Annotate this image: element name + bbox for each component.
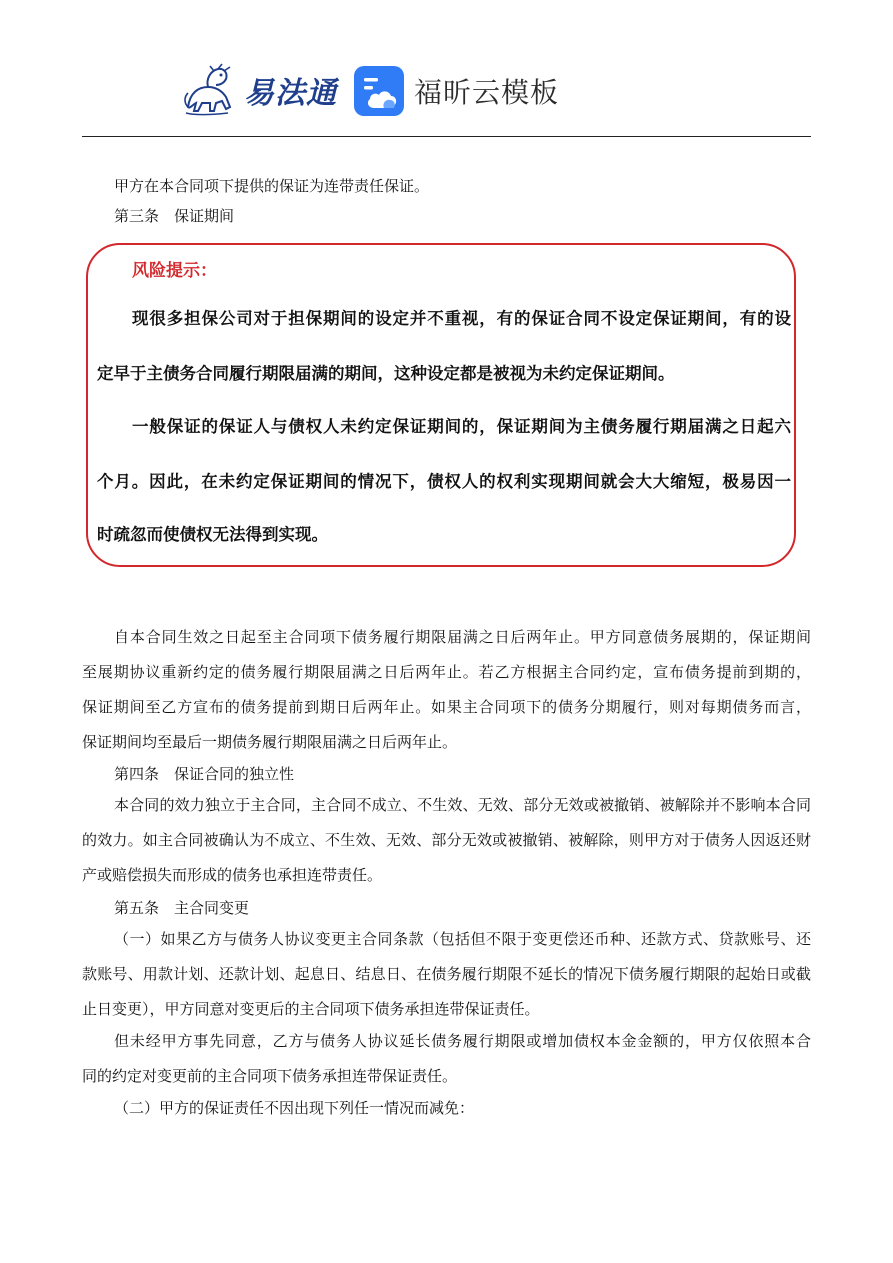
risk-notice-line: 个月。因此，在未约定保证期间的情况下，债权人的权利实现期间就会大大缩短，极易因一: [97, 472, 791, 491]
risk-notice-box: [86, 243, 796, 567]
guarantee-type-paragraph: 甲方在本合同项下提供的保证为连带责任保证。: [114, 177, 430, 195]
risk-notice-title: 风险提示：: [132, 261, 217, 281]
risk-notice-line: 时疏忽而使债权无法得到实现。: [97, 525, 328, 544]
fuxin-logo: [354, 64, 559, 118]
article-5-body-line: 款账号、用款计划、还款计划、起息日、结息日、在债务履行期限不延长的情况下债务履行期限的起始日或截: [82, 965, 811, 983]
article-3-body-line: 至展期协议重新约定的债务履行期限届满之日后两年止。若乙方根据主合同约定，宣布债务提前到期的，: [82, 663, 811, 681]
article-5-body-line: 止日变更），甲方同意对变更后的主合同项下债务承担连带保证责任。: [82, 1000, 540, 1018]
yifatong-logo: [180, 62, 337, 118]
article-3-body-line: 保证期间至乙方宣布的债务提前到期日后两年止。如果主合同项下的债务分期履行，则对每期债务而言，: [82, 698, 811, 716]
risk-notice-line: 一般保证的保证人与债权人未约定保证期间的，保证期间为主债务履行期届满之日起六: [132, 417, 791, 436]
risk-notice-line: 现很多担保公司对于担保期间的设定并不重视，有的保证合同不设定保证期间，有的设: [132, 309, 791, 328]
fuxin-logo-text: 福昕云模板: [414, 76, 560, 109]
qilin-mascot-icon: [180, 63, 242, 117]
fuxin-cloud-app-icon: [354, 66, 404, 116]
article-5-title: 第五条 主合同变更: [114, 899, 250, 917]
article-4-body-line: 产或赔偿损失而形成的债务也承担连带责任。: [82, 866, 383, 884]
article-3-title: 第三条 保证期间: [114, 207, 235, 225]
article-5-body-line: 但未经甲方事先同意，乙方与债务人协议延长债务履行期限或增加债权本金金额的，甲方仅依照本合: [114, 1032, 811, 1050]
article-5-body-line: （一）如果乙方与债务人协议变更主合同条款（包括但不限于变更偿还币种、还款方式、贷款账号、还: [114, 930, 811, 948]
article-3-body-line: 保证期间均至最后一期债务履行期限届满之日后两年止。: [82, 733, 458, 751]
article-4-body-line: 本合同的效力独立于主合同，主合同不成立、不生效、无效、部分无效或被撤销、被解除并不影响本合同: [114, 796, 811, 814]
article-4-title: 第四条 保证合同的独立性: [114, 765, 295, 783]
article-4-body-line: 的效力。如主合同被确认为不成立、不生效、无效、部分无效或被撤销、被解除，则甲方对于债务人因返还财: [82, 831, 811, 849]
article-5-body-line: 同的约定对变更前的主合同项下债务承担连带保证责任。: [82, 1067, 458, 1085]
article-5-clause-2: （二）甲方的保证责任不因出现下列任一情况而减免：: [114, 1099, 475, 1117]
article-3-body-line: 自本合同生效之日起至主合同项下债务履行期限届满之日后两年止。甲方同意债务展期的，保证期间: [114, 628, 811, 646]
yifatong-logo-text: 易法通: [244, 76, 337, 111]
risk-notice-line: 定早于主债务合同履行期限届满的期间，这种设定都是被视为未约定保证期间。: [97, 364, 675, 383]
